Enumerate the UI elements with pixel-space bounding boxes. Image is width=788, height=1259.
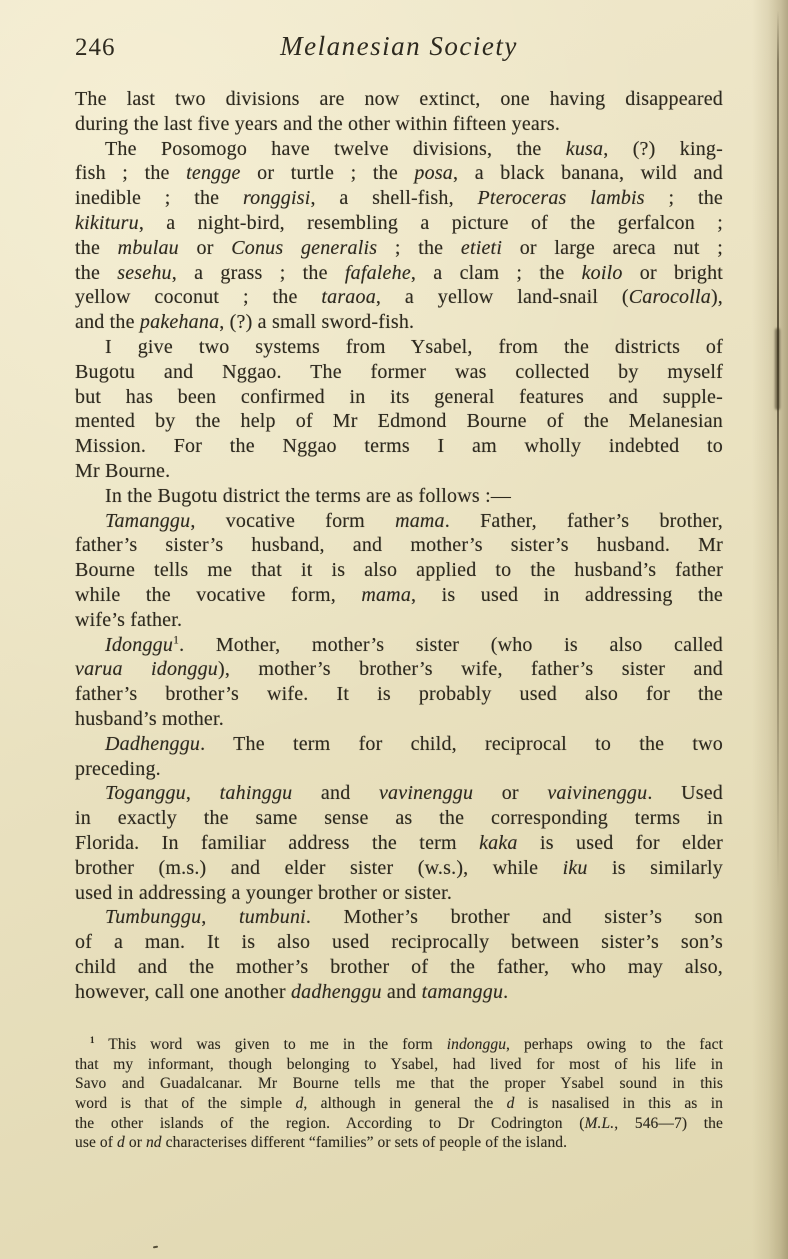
text-line: Tumbunggu, tumbuni. Mother’s brother and sister’s son [105,906,723,929]
paragraph [75,484,723,509]
text-line: Tamanggu, vocative form mama. Father, father’s brother, [105,509,723,532]
footnote [75,1035,723,1153]
italic-term: d [117,1134,125,1152]
text-line: Dadhenggu. The term for child, reciprocal to the two [105,732,723,755]
text-line: child and the mother’s brother of the father, who may also, [75,955,723,978]
italic-term: pakehana [139,311,220,334]
italic-term: iku [562,856,588,879]
italic-term: d [295,1095,304,1113]
text-line: Mission. For the Nggao terms I am wholly indebted to [75,435,723,458]
paragraph [75,633,723,732]
page-edge-shadow [752,0,788,1259]
italic-term: ronggisi [242,187,311,210]
italic-term: tamanggu [421,980,504,1003]
italic-term: mbulau [117,236,179,259]
text-line: during the last five years and the other within fifteen years. [75,112,561,135]
text-line: The last two divisions are now extinct, one having disappeared [75,88,723,110]
text-line: use of d or nd characterises different “families” or sets of people of the island. [75,1134,568,1152]
text-line: inedible ; the ronggisi, a shell-fish, Pteroceras lambis ; the [75,187,723,210]
italic-term: vaivinenggu [547,782,648,805]
text-line: husband’s mother. [75,707,224,730]
italic-term: Toganggu [105,782,186,805]
italic-term: Tumbunggu [105,906,202,929]
text-line: the mbulau or Conus generalis ; the etieti or large areca nut ; [75,236,723,259]
italic-term: mama [361,583,412,606]
text-line: of a man. It is also used reciprocally between sister’s son’s [75,931,723,954]
text-line: Idonggu$^1$. Mother, mother’s sister (who is also called [105,632,723,656]
italic-term: indonggu [446,1036,507,1053]
page-number: 246 [75,34,116,61]
italic-term: M.L. [584,1114,615,1132]
italic-term: sesehu [117,261,172,284]
italic-term: dadhenggu [290,980,382,1003]
italic-term: fafalehe [344,261,411,284]
text-line: yellow coconut ; the taraoa, a yellow land-snail (Carocolla), [75,286,723,309]
footnote-marker: 1 [90,1034,95,1045]
text-line: Bourne tells me that it is also applied to the husband’s father [75,559,723,582]
paragraph [75,732,723,782]
italic-term: kikituru [75,211,139,234]
text-line: kikituru, a night-bird, resembling a picture of the gerfalcon ; [75,211,723,234]
text-line: $^1$ This word was given to me in the form indonggu, perhaps owing to the fact [90,1034,723,1053]
italic-term: etieti [460,236,503,259]
page-edge-blob [775,328,780,410]
text-line: father’s brother’s wife. It is probably used also for the [75,683,723,706]
text-line: mented by the help of Mr Edmond Bourne of the Melanesian [75,410,723,433]
paragraph [75,905,723,1004]
italic-term: tahinggu [219,782,293,805]
text-line: however, call one another dadhenggu and tamanggu. [75,980,509,1003]
text-line: Bugotu and Nggao. The former was collected by myself [75,360,723,383]
text-line: father’s sister’s husband, and mother’s sister’s husband. Mr [75,534,723,557]
footnote-marker: 1 [173,632,180,646]
text-line: wife’s father. [75,608,183,631]
text-line: Mr Bourne. [75,459,171,482]
text-line: word is that of the simple d, although in general the d is nasalised in this as in [75,1095,723,1113]
italic-term: Tamanggu [105,509,191,532]
paragraph [75,781,723,905]
text-line: I give two systems from Ysabel, from the districts of [105,335,723,358]
text-line: The Posomogo have twelve divisions, the kusa, (?) king- [105,137,723,160]
italic-term: vavinenggu [378,782,474,805]
italic-term: mama [395,509,445,532]
text-line: brother (m.s.) and elder sister (w.s.), while iku is similarly [75,856,723,879]
text-line: In the Bugotu district the terms are as follows :— [105,484,512,507]
italic-term: Carocolla [628,286,711,309]
text-line: the sesehu, a grass ; the fafalehe, a clam ; the koilo or bright [75,261,724,284]
text-line: Florida. In familiar address the term kaka is used for elder [75,831,723,854]
italic-term: Idonggu [105,633,174,656]
running-title: Melanesian Society [280,31,518,61]
text-line: while the vocative form, mama, is used in addressing the [75,583,723,606]
italic-term: koilo [581,261,623,284]
paragraph [75,87,723,137]
italic-term: varua idonggu [75,658,218,681]
italic-term: kusa [565,137,604,160]
italic-term: taraoa [321,286,376,309]
text-line: and the pakehana, (?) a small sword-fish. [75,311,415,334]
paragraph [75,335,723,484]
text-line: used in addressing a younger brother or sister. [75,881,453,904]
body-text [75,87,723,1004]
paragraph [75,1035,723,1153]
italic-term: tengge [186,162,241,185]
paragraph [75,137,723,335]
page-edge-line [777,10,779,890]
paragraph [75,509,723,633]
text-line: preceding. [75,757,161,780]
text-line: varua idonggu), mother’s brother’s wife, father’s sister and [75,658,723,681]
paper-speck [153,1246,158,1249]
italic-term: posa [414,162,454,185]
italic-term: Conus generalis [231,236,378,259]
text-line: Savo and Guadalcanar. Mr Bourne tells me that the proper Ysabel sound in this [75,1075,723,1093]
italic-term: d [506,1095,515,1113]
text-line: fish ; the tengge or turtle ; the posa, a black banana, wild and [75,162,723,185]
italic-term: kaka [479,831,518,854]
text-line: that my informant, though belonging to Ysabel, had lived for most of his life in [75,1055,723,1073]
italic-term: Dadhenggu [105,732,201,755]
italic-term: tumbuni [238,906,306,929]
text-line: but has been confirmed in its general features and supple- [75,385,723,408]
text-line: the other islands of the region. According to Dr Codrington (M.L., 546—7) the [75,1114,723,1132]
italic-term: Pteroceras lambis [477,187,645,210]
text-line: in exactly the same sense as the corresponding terms in [75,807,723,830]
italic-term: nd [145,1134,162,1152]
text-line: Toganggu, tahinggu and vavinenggu or vaivinenggu. Used [105,782,723,805]
